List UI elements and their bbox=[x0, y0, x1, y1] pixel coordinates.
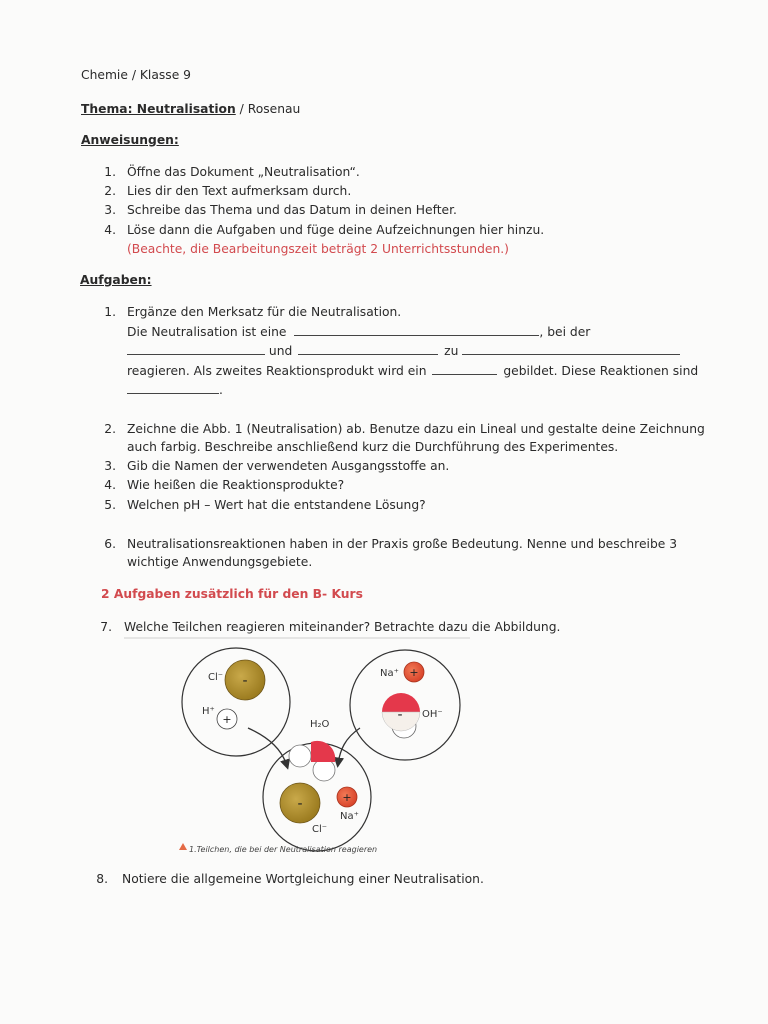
hydrogen-atom-icon bbox=[289, 745, 311, 767]
plus-sign: + bbox=[342, 791, 352, 804]
task-6-text: Neutralisationsreaktionen haben in der Praxis große Bedeutung. Nenne und beschreibe 3 bbox=[127, 537, 678, 551]
instruction-number: 1. bbox=[104, 165, 116, 179]
oxygen-atom-icon bbox=[311, 741, 335, 762]
time-note: (Beachte, die Bearbeitungszeit beträgt 2 Unterrichtsstunden.) bbox=[127, 242, 509, 256]
task-3-text: Gib die Namen der verwendeten Ausgangsstoffe an. bbox=[127, 459, 450, 473]
task-1-text: und bbox=[268, 344, 293, 358]
topic-label: Thema: Neutralisation bbox=[81, 102, 236, 116]
instruction-item: Lies dir den Text aufmerksam durch. bbox=[127, 184, 352, 198]
figure-caption: 1.Teilchen, die bei der Neutralisation reagieren bbox=[189, 845, 378, 854]
na-label-bottom: Na⁺ bbox=[340, 811, 359, 822]
task-1-text: Die Neutralisation ist eine bbox=[127, 325, 287, 339]
oh-label: OH⁻ bbox=[422, 709, 443, 720]
task-number: 8. bbox=[96, 872, 108, 886]
minus-sign: - bbox=[297, 796, 303, 812]
instruction-number: 2. bbox=[104, 184, 116, 198]
instructions-heading: Anweisungen: bbox=[81, 133, 179, 147]
b-kurs-heading: 2 Aufgaben zusätzlich für den B- Kurs bbox=[101, 587, 363, 601]
task-6-text: wichtige Anwendungsgebiete. bbox=[127, 555, 313, 569]
task-number: 6. bbox=[104, 537, 116, 551]
topic-suffix: / Rosenau bbox=[235, 102, 301, 116]
task-4-text: Wie heißen die Reaktionsprodukte? bbox=[127, 478, 345, 492]
task-number: 5. bbox=[104, 498, 116, 512]
task-5-text: Welchen pH – Wert hat die entstandene Lösung? bbox=[127, 498, 426, 512]
tasks-heading: Aufgaben: bbox=[80, 273, 152, 287]
cl-label-bottom: Cl⁻ bbox=[312, 824, 328, 835]
task-number: 7. bbox=[100, 620, 112, 634]
h-label: H⁺ bbox=[202, 706, 215, 717]
minus-sign: - bbox=[397, 707, 403, 723]
task-8-text: Notiere die allgemeine Wortgleichung einer Neutralisation. bbox=[122, 872, 484, 886]
task-2-text: auch farbig. Beschreibe anschließend kurz die Durchführung des Experimentes. bbox=[127, 440, 619, 454]
instruction-number: 3. bbox=[104, 203, 116, 217]
caption-triangle-icon bbox=[179, 843, 187, 850]
na-label: Na⁺ bbox=[380, 668, 399, 679]
task-1-text: . bbox=[219, 383, 223, 397]
task-1-text: Ergänze den Merksatz für die Neutralisation. bbox=[127, 305, 402, 319]
h2o-label: H₂O bbox=[310, 719, 330, 730]
instruction-item: Schreibe das Thema und das Datum in deinen Hefter. bbox=[127, 203, 457, 217]
hydrogen-atom-icon bbox=[313, 759, 335, 781]
task-number: 4. bbox=[104, 478, 116, 492]
plus-sign: + bbox=[409, 666, 419, 679]
task-1-text: , bei der bbox=[539, 325, 591, 339]
instruction-item: Löse dann die Aufgaben und füge deine Aufzeichnungen hier hinzu. bbox=[127, 223, 545, 237]
arrow-left-icon bbox=[248, 728, 287, 766]
task-1-text: zu bbox=[444, 344, 459, 358]
task-1-text: reagieren. Als zweites Reaktionsprodukt wird ein bbox=[127, 364, 427, 378]
instruction-item: Öffne das Dokument „Neutralisation“. bbox=[127, 165, 360, 179]
task-number: 2. bbox=[104, 422, 116, 436]
task-number: 3. bbox=[104, 459, 116, 473]
plus-sign: + bbox=[222, 713, 232, 726]
minus-sign: - bbox=[242, 673, 248, 689]
arrow-right-icon bbox=[338, 728, 360, 764]
task-7-text: Welche Teilchen reagieren miteinander? Betrachte dazu die Abbildung. bbox=[124, 620, 561, 634]
instruction-number: 4. bbox=[104, 223, 116, 237]
course-line: Chemie / Klasse 9 bbox=[81, 68, 191, 82]
cl-label: Cl⁻ bbox=[208, 672, 224, 683]
task-number: 1. bbox=[104, 305, 116, 319]
task-2-text: Zeichne die Abb. 1 (Neutralisation) ab. Benutze dazu ein Lineal und gestalte deine Zeichnung bbox=[127, 422, 705, 436]
task-1-text: gebildet. Diese Reaktionen sind bbox=[503, 364, 699, 378]
